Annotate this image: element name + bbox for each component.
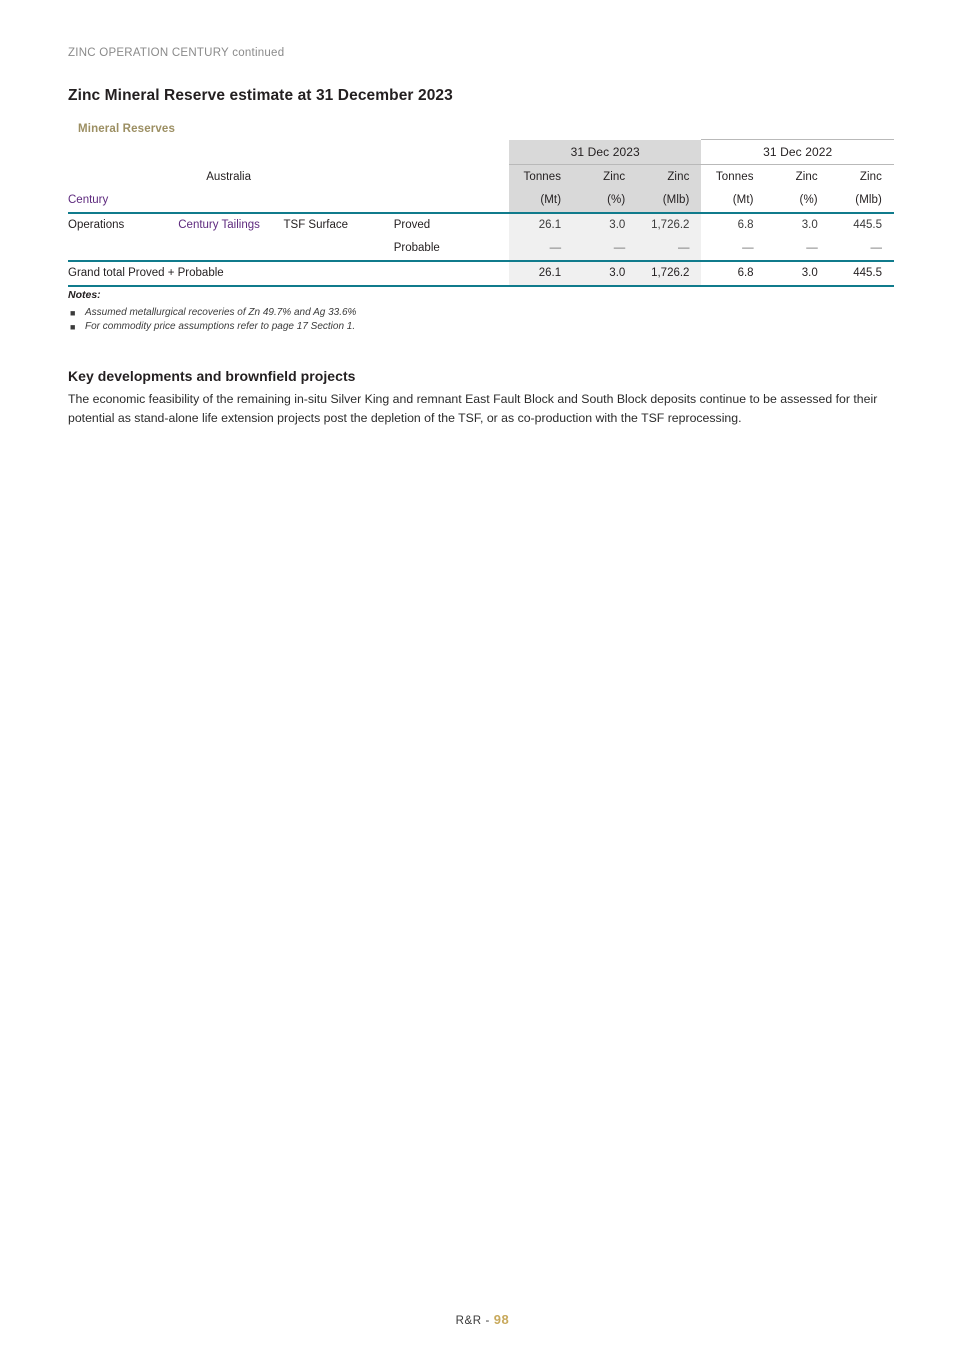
- mineral-reserves-table: [68, 139, 894, 287]
- col-header-2022-tonnes: Tonnes: [715, 170, 754, 183]
- note-text: For commodity price assumptions refer to page 17 Section 1.: [85, 321, 356, 332]
- region-label-australia: Australia: [206, 170, 251, 183]
- cell-2022-zinc-mlb: 445.5: [830, 213, 894, 237]
- row-operation: [68, 237, 178, 261]
- footer-page-number: 98: [493, 1312, 510, 1327]
- row-type: TSF Surface: [284, 213, 394, 237]
- spacer-cell: [178, 189, 509, 213]
- table-caption: Mineral Reserves: [78, 123, 176, 135]
- running-head: ZINC OPERATION CENTURY continued: [68, 47, 285, 59]
- col-header-2023-zinc-mlb: Zinc: [637, 165, 701, 189]
- cell-2022-tonnes: —: [701, 237, 765, 261]
- row-type: [284, 237, 394, 261]
- table-unit-header-row: [68, 189, 894, 213]
- note-item: [68, 320, 568, 334]
- asset-label-century: Century: [68, 194, 109, 206]
- footer-prefix: R&R -: [455, 1315, 490, 1327]
- note-text: Assumed metallurgical recoveries of Zn 49.7% and Ag 33.6%: [85, 307, 357, 318]
- notes-block: [68, 289, 568, 334]
- cell-2023-zinc-mlb: —: [637, 237, 701, 261]
- total-2023-tonnes: 26.1: [509, 261, 573, 286]
- cell-2022-tonnes: 6.8: [701, 213, 765, 237]
- col-header-2022-zinc-mlb: Zinc: [859, 170, 882, 183]
- bullet-icon: ■: [70, 322, 76, 332]
- period-header-2022: 31 Dec 2022: [701, 140, 894, 165]
- row-deposit: Century Tailings: [178, 213, 283, 237]
- cell-2022-zinc-mlb: —: [830, 237, 894, 261]
- row-category: Probable: [394, 237, 509, 261]
- unit-header-2023-tonnes: (Mt): [509, 189, 573, 213]
- total-2023-zinc-mlb: 1,726.2: [637, 261, 701, 286]
- table-period-header-row: [68, 140, 894, 165]
- col-header-2023-tonnes: Tonnes: [509, 165, 573, 189]
- unit-header-2023-zinc-pct: (%): [573, 189, 637, 213]
- bullet-icon: ■: [70, 308, 76, 318]
- col-header-2023-zinc-pct: Zinc: [573, 165, 637, 189]
- spacer-cell: [68, 165, 178, 189]
- notes-title: Notes:: [68, 289, 101, 301]
- cell-2023-zinc-mlb: 1,726.2: [637, 213, 701, 237]
- key-developments-body: The economic feasibility of the remaining in-situ Silver King and remnant East Fault Block and South Block deposits continue to be assessed for their potential as stand-alone life extension projects post the depletion of the TSF, or as co-production with the TSF reprocessing.: [68, 392, 878, 425]
- total-row-label: Grand total Proved + Probable: [68, 261, 509, 286]
- page-title: Zinc Mineral Reserve estimate at 31 December 2023: [68, 87, 453, 104]
- table-row: [68, 213, 894, 237]
- unit-header-2023-zinc-mlb: (Mlb): [637, 189, 701, 213]
- total-2022-zinc-mlb: 445.5: [830, 261, 894, 286]
- table-total-row: [68, 261, 894, 286]
- row-category: Proved: [394, 213, 509, 237]
- unit-header-2022-tonnes: (Mt): [732, 194, 754, 206]
- cell-2022-zinc-pct: —: [766, 237, 830, 261]
- spacer-cell: [68, 140, 509, 165]
- unit-header-2022-zinc-mlb: (Mlb): [855, 194, 882, 206]
- reserves-table-container: [68, 139, 894, 287]
- cell-2023-zinc-pct: —: [573, 237, 637, 261]
- unit-header-2022-zinc-pct: (%): [799, 194, 818, 206]
- row-operation: Operations: [68, 213, 178, 237]
- cell-2023-zinc-pct: 3.0: [573, 213, 637, 237]
- page-footer: [0, 1312, 965, 1327]
- cell-2022-zinc-pct: 3.0: [766, 213, 830, 237]
- period-header-2023: 31 Dec 2023: [509, 140, 701, 165]
- cell-2023-tonnes: 26.1: [509, 213, 573, 237]
- col-header-2022-zinc-pct: Zinc: [795, 170, 818, 183]
- cell-2023-tonnes: —: [509, 237, 573, 261]
- total-2022-tonnes: 6.8: [701, 261, 765, 286]
- total-2023-zinc-pct: 3.0: [573, 261, 637, 286]
- key-developments-title: Key developments and brownfield projects: [68, 368, 356, 384]
- row-deposit: [178, 237, 283, 261]
- total-2022-zinc-pct: 3.0: [766, 261, 830, 286]
- note-item: [68, 306, 568, 320]
- table-column-header-row: [68, 165, 894, 189]
- table-row: [68, 237, 894, 261]
